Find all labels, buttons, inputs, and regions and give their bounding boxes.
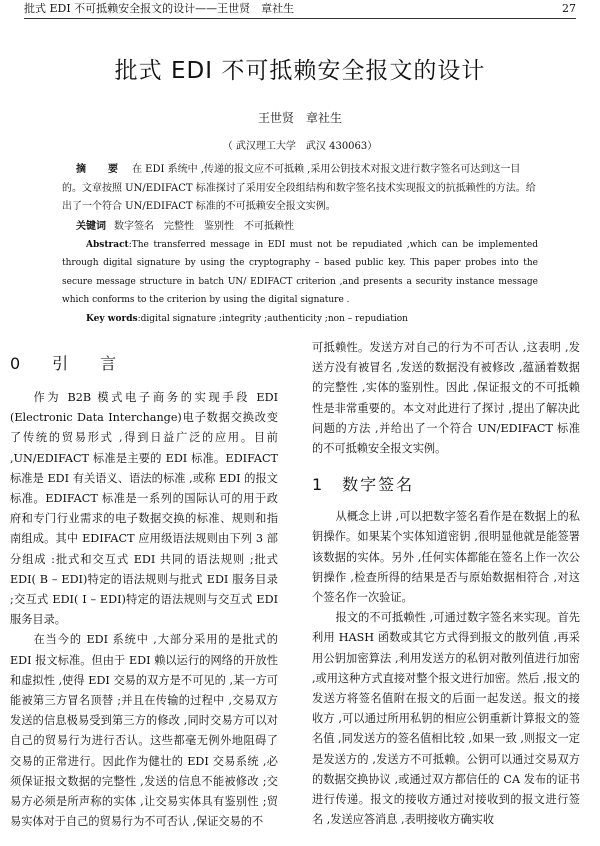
authors: 王世贤 章社生 (257, 111, 342, 125)
abstract-en-label: Abstract (86, 240, 129, 250)
keywords-cn-label: 关键词 (76, 221, 106, 232)
page-number: 27 (562, 2, 576, 15)
section-0-continuation: 可抵赖性。发送方对自己的行为不可否认 ,这表明 ,发送方没有被冒名 ,发送的数据没有被修改 ,蕴涵着数据的完整性 ,实体的鉴别性。因此 ,保证报文的不可抵赖性是非常重要的。本文对此进行了探讨 ,提出了解决此问题的方法 ,并给出了一个符合 UN/EDIFACT 标准的不可抵赖安全报文实例。 (312, 341, 580, 456)
section-0-paragraph: 作为 B2B 模式电子商务的实现手段 EDI (Electronic Data Interchange)电子数据交换改变了传统的贸易形式 ,得到日益广泛的应用。目前 ,UN/EDIFACT 标准是主要的 EDI 标准。EDIFACT 标准是 EDI 有关语义、语法的标准 ,或称 EDI 的报文标准。EDIFACT 标准是一系列的国际认可的用于政府和专门行业需求的电子数据交换的标准、规则和指南组成。其中 EDIFACT 应用级语法规则由下列 3 部分组成 :批式和交互式 EDI 共同的语法规则 ;批式 EDI( B – EDI)特定的语法规则与批式 EDI 服务目录 ;交互式 EDI( I – EDI)特定的语法规则与交互式 EDI 服务目录。 (10, 391, 278, 627)
keywords-en-label: Key words (86, 314, 138, 324)
keywords-cn (76, 218, 538, 236)
abstract-en (62, 236, 538, 309)
keywords-en (86, 311, 538, 327)
section-0-heading: 0 引 言 (10, 354, 125, 373)
running-header (24, 0, 576, 19)
running-header-title: 批式 EDI 不可抵赖安全报文的设计——王世贤 章社生 (24, 2, 295, 15)
section-1-paragraph: 报文的不可抵赖性 ,可通过数字签名来实现。首先利用 HASH 函数或其它方式得到报文的散列值 ,再采用公钥加密算法 ,利用发送方的私钥对散列值进行加密 ,或用这种方式直接对整个报文进行加密。然后 ,报文的发送方将签名值附在报文的后面一起发送。报文的接收方 ,可以通过所用私钥的相应公钥重新计算报文的签名值 ,同发送方的签名值相比较 ,如果一致 ,则报文一定是发送方的 ,发送方不可抵赖。公钥可以通过交易双方的数据交换协议 ,或通过双方都信任的 CA 发布的证书进行传递。报文的接收方通过对接收到的报文进行签名 ,发送应答消息 ,表明接收方确实收 (312, 611, 580, 827)
keywords-cn-text: 数字签名 完整性 鉴别性 不可抵赖性 (114, 221, 294, 232)
paper-title: 批式 EDI 不可抵赖安全报文的设计 (114, 58, 486, 84)
abstract-cn (62, 161, 538, 217)
left-column (10, 338, 278, 832)
section-1-heading: 1 数字签名 (312, 475, 415, 495)
section-0-paragraph: 在当今的 EDI 系统中 ,大部分采用的是批式的 EDI 报文标准。但由于 EDI 赖以运行的网络的开放性和虚拟性 ,使得 EDI 交易的双方是不可见的 ,某一方可能被第三方冒名顶替 ;并且在传输的过程中 ,交易双方发送的信息极易受到第三方的修改 ,同时交易方可以对自己的贸易行为进行否认。这些都毫无例外地阻碍了交易的正常进行。因此作为健壮的 EDI 交易系统 ,必须保证报文数据的完整性 ,发送的信息不能被修改 ;交易方必须是所声称的实体 ,让交易实体具有鉴别性 ;贸易实体对于自己的贸易行为不可否认 ,保证交易的不 (10, 633, 278, 829)
abstract-en-text: :The transferred message in EDI must not be repudiated ,which can be implemented through digital signature by using the cryptography – based public key. This paper probes into the secure message structure in batch UN/ EDIFACT criterion ,and presents a security instance message which conforms to the criterion by using the digital signature . (62, 240, 538, 305)
right-column (312, 338, 580, 830)
abstract-cn-label: 摘 要 (76, 164, 124, 175)
keywords-en-text: :digital signature ;integrity ;authenticity ;non – repudiation (137, 314, 408, 324)
section-1-paragraph: 从概念上讲 ,可以把数字签名看作是在数据上的私钥操作。如果某个实体知道密钥 ,很明显他就是能签署该数据的实体。另外 ,任何实体都能在签名上作一次公钥操作 ,检查所得的结果是否与原始数据相符合 ,对这个签名作一次验证。 (312, 510, 580, 605)
abstract-cn-text: 在 EDI 系统中 ,传递的报文应不可抵赖 ,采用公钥技术对报文进行数字签名可达到这一目的。文章按照 UN/EDIFACT 标准探讨了采用安全段组结构和数字签名技术实现报文的抗抵赖性的方法。给出了一个符合 UN/EDIFACT 标准的不可抵赖安全报文实例。 (62, 164, 536, 212)
affiliation: （ 武汉理工大学 武汉 430063） (222, 141, 378, 152)
